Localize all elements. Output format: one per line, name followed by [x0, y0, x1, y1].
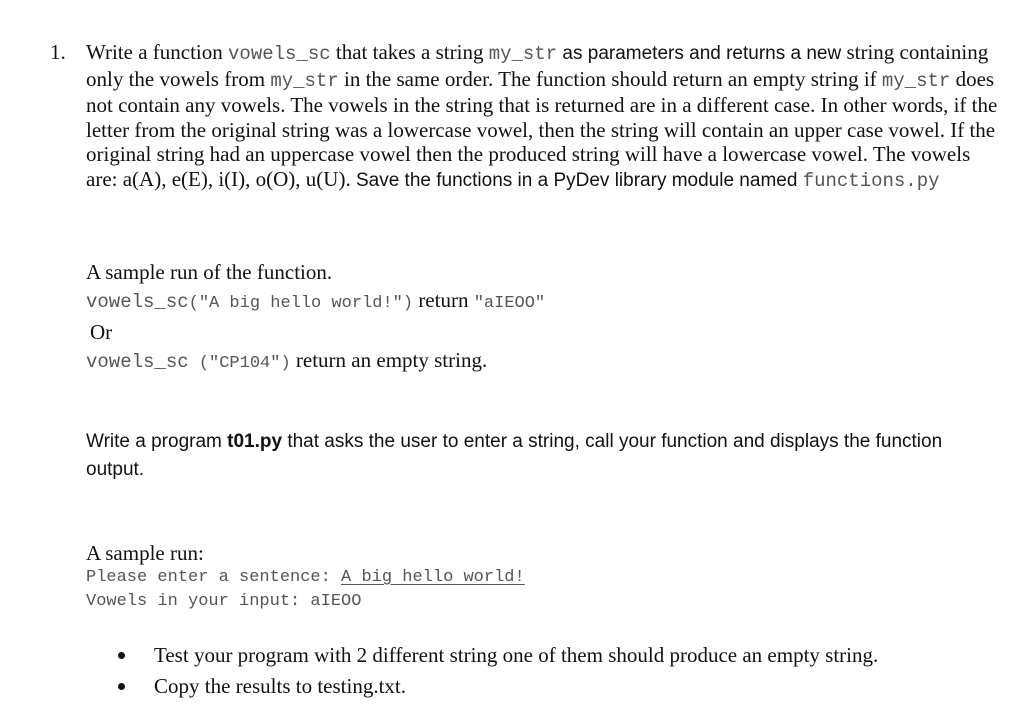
param-name-3: my_str	[881, 69, 951, 92]
program-filename: t01.py	[227, 431, 283, 452]
sample-call-1	[86, 286, 545, 318]
question-part-4: string containing only the vowels from	[86, 40, 989, 91]
program-suffix: that asks the user to enter a string, call your function and displays the function output.	[86, 431, 943, 480]
question-part-3: as parameters and returns a new	[557, 43, 842, 64]
question-number: 1.	[50, 40, 66, 64]
question-part-5: in the same order. The function should return an empty string if	[338, 66, 882, 91]
call1-result: "aIEOO"	[473, 294, 546, 313]
param-name: my_str	[488, 43, 558, 65]
bullet-item	[118, 671, 878, 702]
question-part-6: does not contain any vowels. The vowels in the string that is returned are in a different case. In other words, if the letter from the original string was a lowercase vowel, then the string will contain an upper case vowel. If the original string had an uppercase vowel then the produced string will have a lowercase vowel. The vowels are: a(A), e(E), i(I), o(O), u(U).	[86, 66, 998, 191]
bullet-text: Copy the results to testing.txt.	[154, 674, 406, 698]
sample-run-heading: A sample run:	[86, 541, 204, 565]
bullet-dot-icon	[118, 652, 125, 659]
param-name-2: my_str	[270, 69, 339, 92]
call1-return-word: return	[413, 288, 474, 312]
sample-call-2	[86, 346, 545, 378]
sample-function-block	[86, 258, 545, 378]
bullet-list	[118, 640, 878, 702]
user-input-text: A big hello world!	[341, 568, 525, 587]
sample-run-prompt-line	[86, 566, 525, 590]
question-part-2: that takes a string	[330, 40, 489, 64]
call1-fn: vowels_sc	[86, 291, 189, 313]
call1-args: ("A big hello world!")	[188, 294, 414, 313]
question-text	[86, 40, 1001, 193]
program-instructions	[86, 428, 1001, 484]
question-part-7: Save the functions in a PyDev library module named	[355, 169, 803, 191]
call2-suffix: return an empty string.	[290, 348, 488, 372]
sample-function-heading: A sample run of the function.	[86, 260, 333, 284]
bullet-text: Test your program with 2 different string one of them should produce an empty string.	[154, 643, 879, 667]
function-name: vowels_sc	[228, 43, 331, 65]
bullet-item	[118, 640, 878, 671]
call2-fn: vowels_sc	[86, 351, 189, 373]
sample-run-block	[86, 540, 525, 614]
question-part-1: Write a function	[86, 40, 229, 64]
program-prefix: Write a program	[86, 431, 228, 452]
or-text: Or	[90, 320, 113, 344]
module-filename: functions.py	[802, 169, 940, 192]
prompt-text: Please enter a sentence:	[86, 568, 342, 587]
call2-args: ("CP104")	[188, 354, 291, 373]
sample-run-output-line: Vowels in your input: aIEOO	[86, 592, 362, 611]
bullet-dot-icon	[118, 683, 125, 690]
